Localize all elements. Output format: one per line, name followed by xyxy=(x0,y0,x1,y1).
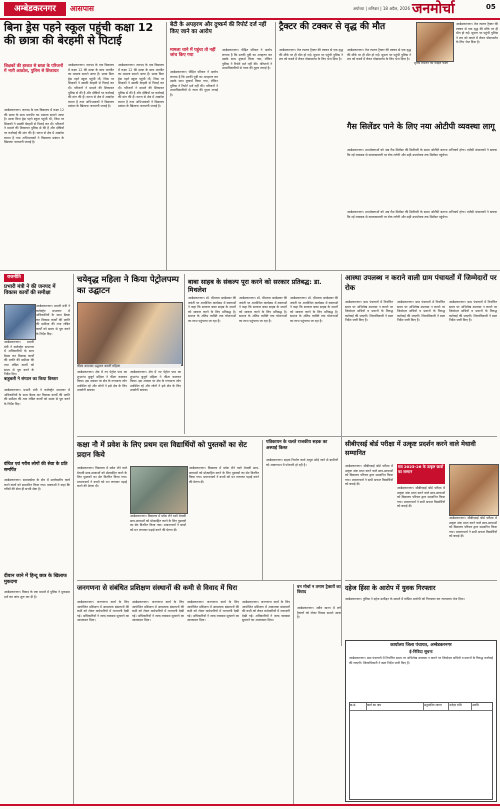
deck-kidnap-report: मामला थाने में पहुंचा तो नहीं जांच किए गया xyxy=(170,48,216,59)
tender-col-4: धरोहर राशि xyxy=(449,703,472,711)
body-kidnap-report-2: अम्बेडकरनगर। पीड़ित परिवार ने आरोप लगाया है कि उनकी पुत्री का अपहरण कर उसके साथ दुष्कर्म किया गया, लेकिन पुलिस ने रिपोर्ट दर्ज नहीं की। परिजनों ने उच्चाधिकारियों से न्याय की गुहार लगाई है। xyxy=(222,48,272,71)
headline-dowry-arrest: दहेज हिंसा के आरोप में युवक गिरफ्तार xyxy=(345,584,436,592)
tender-col-3: अनुमानित लागत xyxy=(424,703,450,711)
photo-students-books xyxy=(130,466,188,514)
kicker-politics: राजनीति xyxy=(4,274,24,282)
tender-title: कार्यालय जिला पंचायत, अम्बेडकरनगर xyxy=(390,643,452,648)
deck-school-beating: शिक्षकों की हरकत से छात्रा के परिजनों में भारी आक्रोश, पुलिस से शिकायत xyxy=(4,63,63,74)
caption-petrol-pump: फीता काटकर उद्घाटन करतीं महिला xyxy=(77,364,181,368)
body-school-beating: अम्बेडकरनगर। जनपद के एक विद्यालय में कक्षा 12 की छात्रा के साथ मारपीट का मामला सामने आया है। छात्रा बिना ड्रेस पहने स्कूल पहुंची थी, जिस पर शिक्षकों ने उसकी बेरहमी से पिटाई कर दी। परिजनों ने मामले की शिकायत पुलिस से की है और दोषियों पर कार्रवाई की मांग की है। घटना से क्षेत्र में आक्रोश व्याप्त है तथा अभिभावकों ने विद्यालय प्रबंधन के खिलाफ नाराजगी जताई है। xyxy=(4,108,64,145)
body-class9-books: अम्बेडकरनगर। विद्यालय में प्रवेश लेने वाले मेधावी छात्र-छात्राओं को प्रोत्साहित करने के लिए पुस्तकों का सेट वितरित किया गया। प्रधानाचार्य ने बच्चों को मन लगाकर पढ़ाई करने की प्रेरणा दी। xyxy=(77,466,127,489)
headline-school-beating: बिना ड्रेस पहने स्कूल पहुंची कक्षा 12 की छात्रा की बेरहमी से पिटाई xyxy=(4,21,154,47)
body-tractor-death: अम्बेडकरनगर। तेज रफ्तार ट्रैक्टर की टक्कर से एक वृद्ध की मौके पर ही मौत हो गई। सूचना पर पहुंची पुलिस ने शव को कब्जे में लेकर पोस्टमार्टम के लिए भेज दिया है। xyxy=(279,48,343,62)
headline-gas-otp: गैस सिलेंडर पाने के लिए नया ओटीपी व्यवस्था लागू xyxy=(347,122,495,131)
tender-col-2: कार्य का नाम xyxy=(367,703,424,711)
body-school-beating-2: अम्बेडकरनगर। जनपद के एक विद्यालय में कक्षा 12 की छात्रा के साथ मारपीट का मामला सामने आया है। छात्रा बिना ड्रेस पहने स्कूल पहुंची थी, जिस पर शिक्षकों ने उसकी बेरहमी से पिटाई कर दी। परिजनों ने मामले की शिकायत पुलिस से की है और दोषियों पर कार्रवाई की मांग की है। घटना से क्षेत्र में आक्रोश व्याप्त है तथा अभिभावकों ने विद्यालय प्रबंधन के खिलाफ नाराजगी जताई है। xyxy=(68,63,114,109)
body-babasaheb-3: अम्बेडकरनगर। डॉ. भीमराव अम्बेडकर की जयंती पर आयोजित कार्यक्रम में वक्ताओं ने कहा कि सरकार बाबा साहब के सपनों को साकार करने के लिए प्रतिबद्ध है। समाज के अंतिम व्यक्ति तक योजनाओं का लाभ पहुंचाया जा रहा है। xyxy=(290,296,338,323)
body-petrol-pump-2: अम्बेडकरनगर। क्षेत्र में नए पेट्रोल पम्प का शुभारंभ बुजुर्ग महिला ने फीता काटकर किया। इस अवसर पर क्षेत्र के गणमान्य लोग उपस्थित रहे और लोगों ने इसे क्षेत्र के लिए उपयोगी बताया। xyxy=(130,370,181,393)
masthead: जनमोर्चा xyxy=(412,1,455,17)
headline-cbse-toppers: सीबीएसई बोर्ड परीक्षा में उत्कृष्ट प्रदर्शन करने वाले मेधावी सम्मानित xyxy=(345,440,476,457)
tender-table xyxy=(349,702,493,800)
body-dowry-arrest: अम्बेडकरनगर। पुलिस ने दहेज उत्पीड़न के मामले में वांछित आरोपी को गिरफ्तार कर न्यायालय भेज दिया। xyxy=(345,597,465,601)
body-census-training-3: अम्बेडकरनगर। जनगणना कार्य के लिए आयोजित प्रशिक्षण में आवश्यक संसाधनों की कमी को लेकर कर्मचारियों में नाराजगी देखी गई। अधिकारियों ने जल्द व्यवस्था सुधारने का आश्वासन दिया। xyxy=(187,600,239,623)
page-number: 05 xyxy=(486,3,496,11)
caption-tractor-victim: मृतक रामधन का फाइल फोटो xyxy=(414,61,448,65)
body-panchayat-records: अम्बेडकरनगर। ग्राम पंचायतों में निर्धारित समय पर अभिलेख उपलब्ध न कराने पर जिम्मेदार सचिवों व प्रधानों के विरुद्ध कार्रवाई की जाएगी। जिलाधिकारी ने स्पष्ट निर्देश जारी किए हैं। xyxy=(345,300,393,323)
body-panchayat-records-2: अम्बेडकरनगर। ग्राम पंचायतों में निर्धारित समय पर अभिलेख उपलब्ध न कराने पर जिम्मेदार सचिवों व प्रधानों के विरुद्ध कार्रवाई की जाएगी। जिलाधिकारी ने स्पष्ट निर्देश जारी किए हैं। xyxy=(397,300,445,323)
body-minister-review: अम्बेडकरनगर। प्रभारी मंत्री ने कलेक्ट्रेट सभागार में अधिकारियों के साथ बैठक कर विकास कार्यों की प्रगति की समीक्षा की तथा लंबित कार्यों को समय से पूरा करने के निर्देश दिए। xyxy=(36,304,70,336)
body-minister-review-2: अम्बेडकरनगर। प्रभारी मंत्री ने कलेक्ट्रेट सभागार में अधिकारियों के साथ बैठक कर विकास कार्यों की प्रगति की समीक्षा की तथा लंबित कार्यों को समय से पूरा करने के निर्देश दिए। xyxy=(4,340,34,377)
body-school-beating-3: अम्बेडकरनगर। जनपद के एक विद्यालय में कक्षा 12 की छात्रा के साथ मारपीट का मामला सामने आया है। छात्रा बिना ड्रेस पहने स्कूल पहुंची थी, जिस पर शिक्षकों ने उसकी बेरहमी से पिटाई कर दी। परिजनों ने मामले की शिकायत पुलिस से की है और दोषियों पर कार्रवाई की मांग की है। घटना से क्षेत्र में आक्रोश व्याप्त है तथा अभिभावकों ने विद्यालय प्रबंधन के खिलाफ नाराजगी जताई है। xyxy=(118,63,164,109)
photo-petrol-pump-opening xyxy=(77,302,183,366)
tender-col-1: क्र.सं. xyxy=(350,703,367,711)
headline-class9-books: कक्षा नौ में प्रवेश के लिए प्रथम दस विद्यार्थियों को पुस्तकों का सेट प्रदान किये xyxy=(77,440,247,459)
headline-kidnap-report: बेटी के अपहरण और दुष्कर्म की रिपोर्ट दर्ज नहीं किए जाने का आरोप xyxy=(170,22,267,35)
body-class9-books-3: अम्बेडकरनगर। विद्यालय में प्रवेश लेने वाले मेधावी छात्र-छात्राओं को प्रोत्साहित करने के लिए पुस्तकों का सेट वितरित किया गया। प्रधानाचार्य ने बच्चों को मन लगाकर पढ़ाई करने की प्रेरणा दी। xyxy=(189,466,259,484)
photo-minister xyxy=(4,304,36,340)
tender-col-5: अवधि xyxy=(472,703,492,711)
box-cbse-session: सत्र 2025-26 के उत्कृष्ट छात्रों का सम्मान xyxy=(397,464,445,484)
headline-minister-review: प्रभारी मंत्री ने की जनपद में विकास कार्यों की समीक्षा xyxy=(4,284,56,297)
body-class9-books-2: अम्बेडकरनगर। विद्यालय में प्रवेश लेने वाले मेधावी छात्र-छात्राओं को प्रोत्साहित करने के लिए पुस्तकों का सेट वितरित किया गया। प्रधानाचार्य ने बच्चों को मन लगाकर पढ़ाई करने की प्रेरणा दी। xyxy=(130,514,186,532)
body-tractor-death-3: अम्बेडकरनगर। तेज रफ्तार ट्रैक्टर की टक्कर से एक वृद्ध की मौके पर ही मौत हो गई। सूचना पर पहुंची पुलिस ने शव को कब्जे में लेकर पोस्टमार्टम के लिए भेज दिया है। xyxy=(456,22,498,45)
body-census-training-4: अम्बेडकरनगर। जनगणना कार्य के लिए आयोजित प्रशिक्षण में आवश्यक संसाधनों की कमी को लेकर कर्मचारियों में नाराजगी देखी गई। अधिकारियों ने जल्द व्यवस्था सुधारने का आश्वासन दिया। xyxy=(242,600,290,623)
body-kidnap-report: अम्बेडकरनगर। पीड़ित परिवार ने आरोप लगाया है कि उनकी पुत्री का अपहरण कर उसके साथ दुष्कर्म किया गया, लेकिन पुलिस ने रिपोर्ट दर्ज नहीं की। परिजनों ने उच्चाधिकारियों से न्याय की गुहार लगाई है। xyxy=(170,70,218,97)
body-panchayat-records-3: अम्बेडकरनगर। ग्राम पंचायतों में निर्धारित समय पर अभिलेख उपलब्ध न कराने पर जिम्मेदार सचिवों व प्रधानों के विरुद्ध कार्रवाई की जाएगी। जिलाधिकारी ने स्पष्ट निर्देश जारी किए हैं। xyxy=(449,300,497,323)
body-gas-otp: अम्बेडकरनगर। उपभोक्ताओं को अब गैस सिलेंडर की डिलीवरी के समय ओटीपी बताना अनिवार्य होगा। एजेंसी संचालकों ने बताया कि नई व्यवस्था से कालाबाजारी पर रोक लगेगी और सही उपभोक्ता तक सिलेंडर पहुंचेगा। xyxy=(347,148,497,157)
photo-tractor-victim xyxy=(416,22,454,62)
body-service-poor: अम्बेडकरनगर। समाजसेवा के क्षेत्र में उल्लेखनीय कार्य करने वालों को सम्मानित किया गया। वक्ताओं ने कहा कि गरीबों की सेवा ही सच्ची सेवा है। xyxy=(4,478,70,492)
headline-panchayat-records: आस्था उपलब्ध न कराने वाली ग्राम पंचायतों में जिम्मेदारों पर रोक xyxy=(345,274,497,292)
tender-notice xyxy=(345,640,497,802)
section-tag: अम्बेडकरनगर xyxy=(4,2,66,16)
body-babasaheb-2: अम्बेडकरनगर। डॉ. भीमराव अम्बेडकर की जयंती पर आयोजित कार्यक्रम में वक्ताओं ने कहा कि सरकार बाबा साहब के सपनों को साकार करने के लिए प्रतिबद्ध है। समाज के अंतिम व्यक्ति तक योजनाओं का लाभ पहुंचाया जा रहा है। xyxy=(239,296,287,323)
headline-service-poor: वंचित एवं गरीब लोगों की सेवा के प्रति समर्पित xyxy=(4,462,68,473)
body-tractor-death-2: अम्बेडकरनगर। तेज रफ्तार ट्रैक्टर की टक्कर से एक वृद्ध की मौके पर ही मौत हो गई। सूचना पर पहुंची पुलिस ने शव को कब्जे में लेकर पोस्टमार्टम के लिए भेज दिया है। xyxy=(347,48,411,62)
body-babasaheb: अम्बेडकरनगर। डॉ. भीमराव अम्बेडकर की जयंती पर आयोजित कार्यक्रम में वक्ताओं ने कहा कि सरकार बाबा साहब के सपनों को साकार करने के लिए प्रतिबद्ध है। समाज के अंतिम व्यक्ति तक योजनाओं का लाभ पहुंचाया जा रहा है। xyxy=(188,296,236,323)
headline-road-installment: पत्रिकायन के चलते राजकीय सड़क का अस्थाई किस्त xyxy=(266,440,328,451)
body-census-training: अम्बेडकरनगर। जनगणना कार्य के लिए आयोजित प्रशिक्षण में आवश्यक संसाधनों की कमी को लेकर कर्मचारियों में नाराजगी देखी गई। अधिकारियों ने जल्द व्यवस्था सुधारने का आश्वासन दिया। xyxy=(77,600,129,623)
body-cbse-toppers-3: अम्बेडकरनगर। सीबीएसई बोर्ड परीक्षा में उत्कृष्ट अंक प्राप्त करने वाले छात्र-छात्राओं को विद्यालय परिवार द्वारा सम्मानित किया गया। प्रधानाचार्य ने सभी सफल विद्यार्थियों को बधाई दी। xyxy=(449,516,497,539)
body-petrol-pump: अम्बेडकरनगर। क्षेत्र में नए पेट्रोल पम्प का शुभारंभ बुजुर्ग महिला ने फीता काटकर किया। इस अवसर पर क्षेत्र के गणमान्य लोग उपस्थित रहे और लोगों ने इसे क्षेत्र के लिए उपयोगी बताया। xyxy=(77,370,127,393)
body-cbse-toppers-2: अम्बेडकरनगर। सीबीएसई बोर्ड परीक्षा में उत्कृष्ट अंक प्राप्त करने वाले छात्र-छात्राओं को विद्यालय परिवार द्वारा सम्मानित किया गया। प्रधानाचार्य ने सभी सफल विद्यार्थियों को बधाई दी। xyxy=(397,486,445,509)
body-organisation: अम्बेडकरनगर। प्रभारी मंत्री ने कलेक्ट्रेट सभागार में अधिकारियों के साथ बैठक कर विकास कार्यों की प्रगति की समीक्षा की तथा लंबित कार्यों को समय से पूरा करने के निर्देश दिए। xyxy=(4,388,70,406)
headline-babasaheb-pledge: बाबा साहब के संकल्प पूरा करने को सरकार प्रतिबद्ध: डा. मिथलेश xyxy=(188,278,322,294)
body-cbse-toppers: अम्बेडकरनगर। सीबीएसई बोर्ड परीक्षा में उत्कृष्ट अंक प्राप्त करने वाले छात्र-छात्राओं को विद्यालय परिवार द्वारा सम्मानित किया गया। प्रधानाचार्य ने सभी सफल विद्यार्थियों को बधाई दी। xyxy=(345,464,393,487)
headline-petrol-pump: चयेवृद्ध महिला ने किया पेट्रोलपम्प का उद्घाटन xyxy=(77,274,179,295)
headline-hindu-student-case: दीवान जाने में हिन्दू छात्र के खिलाफ मुकदमा xyxy=(4,574,67,586)
dateline: अयोध्या | शनिवार | 18 अप्रैल, 2026 xyxy=(352,6,410,11)
photo-cbse-toppers xyxy=(449,464,499,516)
body-road-installment: अम्बेडकरनगर। सड़क निर्माण कार्य अधूरा छोड़े जाने से ग्रामीणों को आवागमन में परेशानी हो रही है। xyxy=(266,458,338,467)
body-census-training-2: अम्बेडकरनगर। जनगणना कार्य के लिए आयोजित प्रशिक्षण में आवश्यक संसाधनों की कमी को लेकर कर्मचारियों में नाराजगी देखी गई। अधिकारियों ने जल्द व्यवस्था सुधारने का आश्वासन दिया। xyxy=(132,600,184,623)
subhead-organisation: बाहुबली ने संगठन का किया विस्तार xyxy=(4,376,58,381)
headline-tractor-dispute: वन मोर्चा न तमाम ट्रैक्टरों का विवाद xyxy=(297,584,341,595)
body-tractor-dispute: अम्बेडकरनगर। अवैध खनन में लगे ट्रैक्टरों को लेकर विवाद सामने आया है। xyxy=(297,606,341,620)
body-hindu-student-case: अम्बेडकरनगर। विवाद के एक मामले में पुलिस ने मुकदमा दर्ज कर जांच शुरू कर दी है। xyxy=(4,590,70,599)
tender-body: अम्बेडकरनगर। ग्राम पंचायतों में निर्धारित समय पर अभिलेख उपलब्ध न कराने पर जिम्मेदार सचिवों व प्रधानों के विरुद्ध कार्रवाई की जाएगी। जिलाधिकारी ने स्पष्ट निर्देश जारी किए हैं। xyxy=(349,656,493,665)
headline-census-training: जनगणना से संबंधित प्रशिक्षण संस्थानों की कमी से विवाद में घिरा xyxy=(77,584,238,592)
section-subtag: आसपास xyxy=(70,4,95,13)
body-gas-otp-2: अम्बेडकरनगर। उपभोक्ताओं को अब गैस सिलेंडर की डिलीवरी के समय ओटीपी बताना अनिवार्य होगा। एजेंसी संचालकों ने बताया कि नई व्यवस्था से कालाबाजारी पर रोक लगेगी और सही उपभोक्ता तक सिलेंडर पहुंचेगा। xyxy=(347,210,497,219)
tender-subtitle: ई-निविदा सूचना xyxy=(409,649,433,654)
headline-tractor-death: ट्रैक्टर की टक्कर से वृद्ध की मौत xyxy=(279,22,386,32)
